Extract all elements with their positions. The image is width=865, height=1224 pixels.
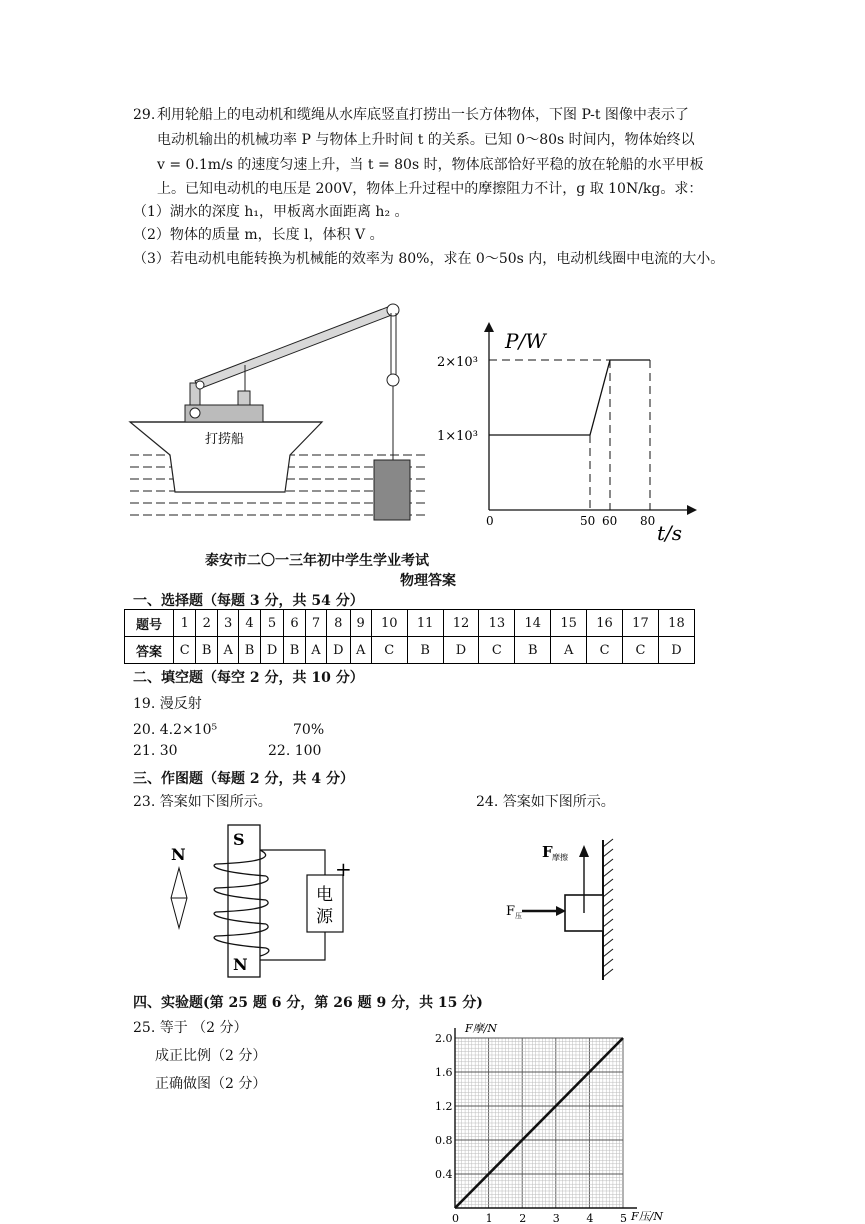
answer-25-2: 成正比例（2 分）: [155, 1048, 267, 1064]
table-cell: 3: [218, 610, 239, 637]
section2-heading: 二、填空题（每空 2 分，共 10 分）: [133, 670, 364, 686]
table-cell: D: [658, 637, 694, 664]
friction-sub: 摩擦: [552, 853, 568, 862]
chart-y-tick: 2.0: [435, 1032, 453, 1045]
chart-x-tick: 1: [485, 1212, 493, 1224]
q29-line3: v = 0.1m/s 的速度匀速上升，当 t = 80s 时，物体底部恰好平稳的放在轮船的水平甲板: [157, 157, 704, 173]
table-cell: C: [371, 637, 407, 664]
answer-table: [124, 609, 695, 664]
force-figure: [500, 835, 650, 985]
answer-21: 21. 30: [133, 743, 178, 759]
table-cell: 18: [658, 610, 694, 637]
table-cell: B: [239, 637, 261, 664]
power-label-1: 电: [316, 885, 333, 905]
chart-x-tick: 3: [552, 1212, 560, 1224]
answer-22: 22. 100: [268, 743, 322, 759]
q29-number: 29.: [133, 107, 156, 123]
table-header-question: 题号: [125, 610, 174, 637]
chart-xlabel: F压/N: [631, 1210, 663, 1223]
hook-pulley-icon: [387, 374, 399, 386]
salvage-ship-figure: [125, 295, 430, 525]
power-label-2: 源: [316, 907, 333, 927]
table-cell: 8: [327, 610, 350, 637]
table-cell: 9: [350, 610, 371, 637]
pt-xtick-0: 0: [486, 514, 494, 528]
table-cell: D: [443, 637, 479, 664]
chart-y-tick: 1.6: [435, 1066, 453, 1079]
table-cell: D: [260, 637, 283, 664]
chart-x-tick: 5: [620, 1212, 627, 1224]
table-cell: 14: [515, 610, 551, 637]
table-cell: A: [551, 637, 587, 664]
answer-20a: 20. 4.2×10⁵: [133, 722, 218, 738]
answer-table-row-choices: [125, 637, 695, 664]
pt-xtick-50: 50: [580, 514, 596, 528]
compass-n-label: N: [171, 845, 186, 864]
table-cell: B: [515, 637, 551, 664]
q29-line2: 电动机输出的机械功率 P 与物体上升时间 t 的关系。已知 0～80s 时间内，物体始终以: [157, 132, 695, 148]
table-cell: C: [174, 637, 196, 664]
answer-24: 24. 答案如下图所示。: [476, 794, 615, 810]
table-cell: 16: [587, 610, 623, 637]
answer-23: 23. 答案如下图所示。: [133, 794, 272, 810]
table-cell: C: [587, 637, 623, 664]
chart-x-tick: 0: [452, 1212, 459, 1224]
chart-x-tick: 2: [519, 1212, 527, 1224]
chart-y-tick: 1.2: [435, 1100, 453, 1113]
table-cell: A: [305, 637, 326, 664]
table-cell: 13: [479, 610, 515, 637]
table-cell: 12: [443, 610, 479, 637]
table-cell: A: [218, 637, 239, 664]
pt-ytick-2000: 2×10³: [437, 355, 478, 370]
chart-x-tick: 4: [586, 1212, 594, 1224]
section1-heading: 一、选择题（每题 3 分，共 54 分）: [133, 593, 364, 609]
answers-title: 泰安市二〇一三年初中学生学业考试: [205, 553, 429, 569]
q29-line1: 利用轮船上的电动机和缆绳从水库底竖直打捞出一长方体物体，下图 P-t 图像中表示了: [157, 107, 689, 123]
table-cell: 10: [371, 610, 407, 637]
table-cell: 11: [407, 610, 443, 637]
friction-label: F: [542, 843, 553, 861]
magnet-n-label: N: [233, 955, 248, 974]
table-cell: 6: [284, 610, 306, 637]
ship-label: 打捞船: [205, 432, 245, 447]
pt-xtick-80: 80: [640, 514, 656, 528]
table-cell: C: [479, 637, 515, 664]
pt-chart: [432, 318, 702, 548]
table-cell: 5: [260, 610, 283, 637]
answer-25-1: 25. 等于 （2 分）: [133, 1020, 248, 1036]
table-cell: B: [196, 637, 218, 664]
pt-ylabel: P/W: [505, 329, 546, 353]
table-cell: 4: [239, 610, 261, 637]
submerged-object: [374, 460, 410, 520]
q29-line4: 上。已知电动机的电压是 200V，物体上升过程中的摩擦阻力不计，g 取 10N/kg。求：: [157, 181, 703, 197]
table-cell: D: [327, 637, 350, 664]
table-cell: 7: [305, 610, 326, 637]
friction-chart: [420, 1015, 670, 1224]
press-sub: 压: [515, 912, 522, 920]
q29-sub1: （1）湖水的深度 h₁，甲板离水面距离 h₂ 。: [133, 204, 409, 220]
chart-ylabel: F摩/N: [465, 1022, 497, 1035]
section3-heading: 三、作图题（每题 2 分，共 4 分）: [133, 771, 354, 787]
answers-subtitle: 物理答案: [400, 573, 456, 589]
pt-ytick-1000: 1×10³: [437, 429, 478, 444]
table-cell: 2: [196, 610, 218, 637]
crane-boom: [195, 305, 397, 389]
plus-sign: +: [335, 857, 352, 881]
q29-sub2: （2）物体的质量 m，长度 l，体积 V 。: [133, 227, 384, 243]
table-header-answer: 答案: [125, 637, 174, 664]
q29-sub3: （3）若电动机电能转换为机械能的效率为 80%，求在 0～50s 内，电动机线圈中电流的大小。: [133, 251, 725, 267]
answer-20b: 70%: [293, 722, 325, 738]
table-cell: 15: [551, 610, 587, 637]
table-cell: B: [284, 637, 306, 664]
pt-xtick-60: 60: [602, 514, 618, 528]
table-cell: 17: [623, 610, 659, 637]
pt-power-curve: [489, 360, 650, 435]
table-cell: 1: [174, 610, 196, 637]
answer-25-3: 正确做图（2 分）: [155, 1076, 267, 1092]
table-cell: B: [407, 637, 443, 664]
answer-table-row-numbers: [125, 610, 695, 637]
pt-xlabel: t/s: [657, 521, 683, 545]
electromagnet-figure: [160, 820, 360, 985]
section4-heading: 四、实验题(第 25 题 6 分，第 26 题 9 分，共 15 分): [133, 995, 483, 1011]
press-label: F: [506, 904, 516, 919]
winch-icon: [190, 408, 200, 418]
chart-y-tick: 0.8: [435, 1134, 453, 1147]
table-cell: C: [623, 637, 659, 664]
chart-y-tick: 0.4: [435, 1168, 453, 1181]
answer-19: 19. 漫反射: [133, 696, 202, 712]
magnet-s-label: S: [233, 830, 245, 849]
table-cell: A: [350, 637, 371, 664]
